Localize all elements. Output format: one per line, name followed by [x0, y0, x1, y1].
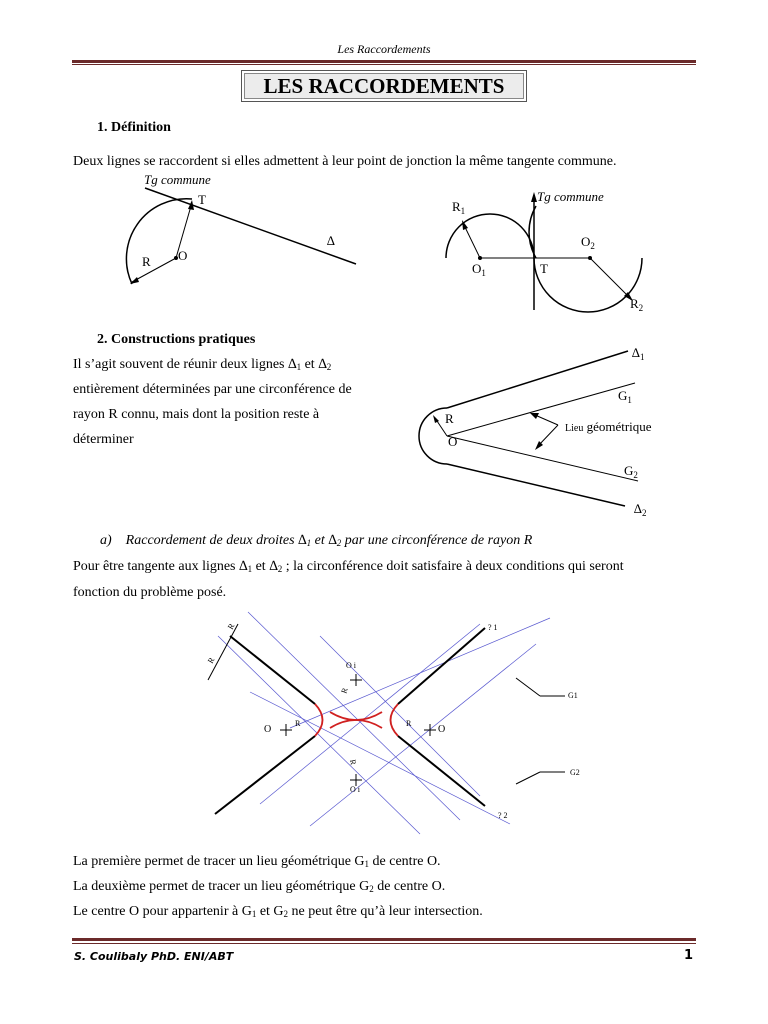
- R-right-label: R: [406, 719, 412, 728]
- construction-figure: [180, 608, 600, 836]
- section-2-line-2: entièrement déterminées par une circonférence de: [73, 382, 352, 397]
- tangent-figure: [100, 170, 700, 320]
- left-T-label: T: [198, 192, 206, 207]
- section-2-line-3: rayon R connu, mais dont la position reste à: [73, 407, 320, 422]
- R-bottom-label: R: [348, 758, 358, 766]
- O-right-label: O: [438, 724, 446, 735]
- left-tg-label: Tg commune: [144, 172, 211, 187]
- top-red-arc: [330, 712, 382, 720]
- section-1-heading: 1. Définition: [97, 120, 171, 135]
- bottom-red-arc: [330, 720, 382, 728]
- delta-2-line: [447, 464, 625, 506]
- footer-rule: [72, 938, 696, 941]
- lieu-figure: [410, 338, 690, 523]
- R-top-label: R: [339, 686, 350, 695]
- O-left-label: O: [264, 724, 272, 735]
- delta-1-label: ? 1: [488, 623, 498, 632]
- left-O-label: O: [178, 248, 188, 263]
- section-2-line-4: déterminer: [73, 432, 134, 447]
- footer-rule-thin: [72, 943, 696, 944]
- G2-leader: [516, 772, 540, 784]
- radius-R1: [464, 225, 480, 258]
- right-arc-2: [534, 258, 642, 312]
- dim-line-R: [205, 624, 238, 680]
- left-radius-R: [132, 258, 176, 282]
- section-2-heading: 2. Constructions pratiques: [97, 332, 256, 347]
- footer-author: S. Coulibaly PhD. ENI/ABT: [74, 950, 234, 963]
- parallel-line: [218, 636, 420, 834]
- dim-R-label: R: [205, 655, 217, 665]
- running-title: Les Raccordements: [337, 42, 431, 56]
- lieu-label: Lieu géométrique: [565, 419, 652, 434]
- delta-1-label: $\Delta_1$: [632, 345, 645, 362]
- header-rule-thin: [72, 64, 696, 65]
- O1-label: $O_1$: [472, 261, 486, 278]
- dim-R-label: R: [225, 621, 237, 631]
- R1-label: $R_1$: [452, 199, 466, 216]
- section-2-line-1: Il s’agit souvent de réunir deux lignes $\Delta_1$ et $\Delta_2$: [73, 357, 332, 372]
- right-arc-1b: [446, 214, 534, 258]
- page-number: 1: [684, 948, 694, 963]
- G1-leader: [516, 678, 540, 696]
- G2-line: [447, 436, 638, 481]
- O2-label: $O_2$: [581, 234, 595, 251]
- G1-label: G1: [568, 691, 578, 700]
- line-2-lower-left: [215, 736, 315, 814]
- O-label: O: [448, 434, 458, 449]
- right-T-label: T: [540, 261, 548, 276]
- right-tg-label: Tg commune: [537, 189, 604, 204]
- G2-label: G2: [570, 768, 580, 777]
- G2-label: $G_2$: [624, 463, 638, 480]
- left-arc: [126, 199, 192, 284]
- para-a-line-1: Pour être tangente aux lignes $\Delta_1$ et $\Delta_2$ ; la circonférence doit satisfaire à deux conditions qui seront: [73, 559, 624, 574]
- line-1-lower-right: [398, 736, 485, 806]
- radius-R2: [590, 258, 630, 298]
- parallel-line: [320, 636, 480, 796]
- right-arc-1: [529, 206, 536, 258]
- left-tangent-line: [145, 188, 356, 264]
- delta-2-label: ? 2: [498, 811, 508, 820]
- conclusion-line-1: La première permet de tracer un lieu géométrique $G_1$ de centre O.: [73, 854, 441, 869]
- lieu-pointer-2: [538, 425, 558, 446]
- R2-label: $R_2$: [630, 296, 644, 313]
- arrowhead: [130, 277, 139, 284]
- lieu-pointer-1: [535, 415, 558, 425]
- Oi-top-label: O i: [346, 661, 356, 670]
- R-left-label: R: [295, 719, 301, 728]
- Oi-bottom-label: O i: [350, 785, 360, 794]
- G1-label: $G_1$: [618, 388, 632, 405]
- definition-text: Deux lignes se raccordent si elles admettent à leur point de jonction la même tangente commune.: [73, 154, 617, 169]
- right-red-arc: [391, 704, 399, 736]
- center-O2: [588, 256, 592, 260]
- conclusion-line-2: La deuxième permet de tracer un lieu géométrique $G_2$ de centre O.: [73, 879, 446, 894]
- page-title: LES RACCORDEMENTS: [241, 70, 527, 102]
- para-a-line-2: fonction du problème posé.: [73, 585, 227, 600]
- line-2-upper-right: [398, 628, 485, 704]
- R-label: R: [445, 411, 454, 426]
- line-1-upper-left: [230, 636, 315, 704]
- left-R-label: R: [142, 254, 151, 269]
- delta-2-label: $\Delta_2$: [634, 501, 647, 518]
- parallel-line: [250, 692, 510, 824]
- left-delta-label: ∆: [327, 233, 335, 248]
- parallel-line: [290, 618, 550, 728]
- connecting-arc: [419, 408, 447, 464]
- header-rule: [72, 60, 696, 63]
- subsection-a-heading: a) Raccordement de deux droites $\Delta_1$ et $\Delta_2$ par une circonférence de rayon R: [100, 533, 533, 548]
- left-red-arc: [315, 704, 323, 736]
- center-O1: [478, 256, 482, 260]
- conclusion-line-3: Le centre O pour appartenir à $G_1$ et $G_2$ ne peut être qu’à leur intersection.: [73, 904, 483, 919]
- delta-1-line: [447, 351, 628, 408]
